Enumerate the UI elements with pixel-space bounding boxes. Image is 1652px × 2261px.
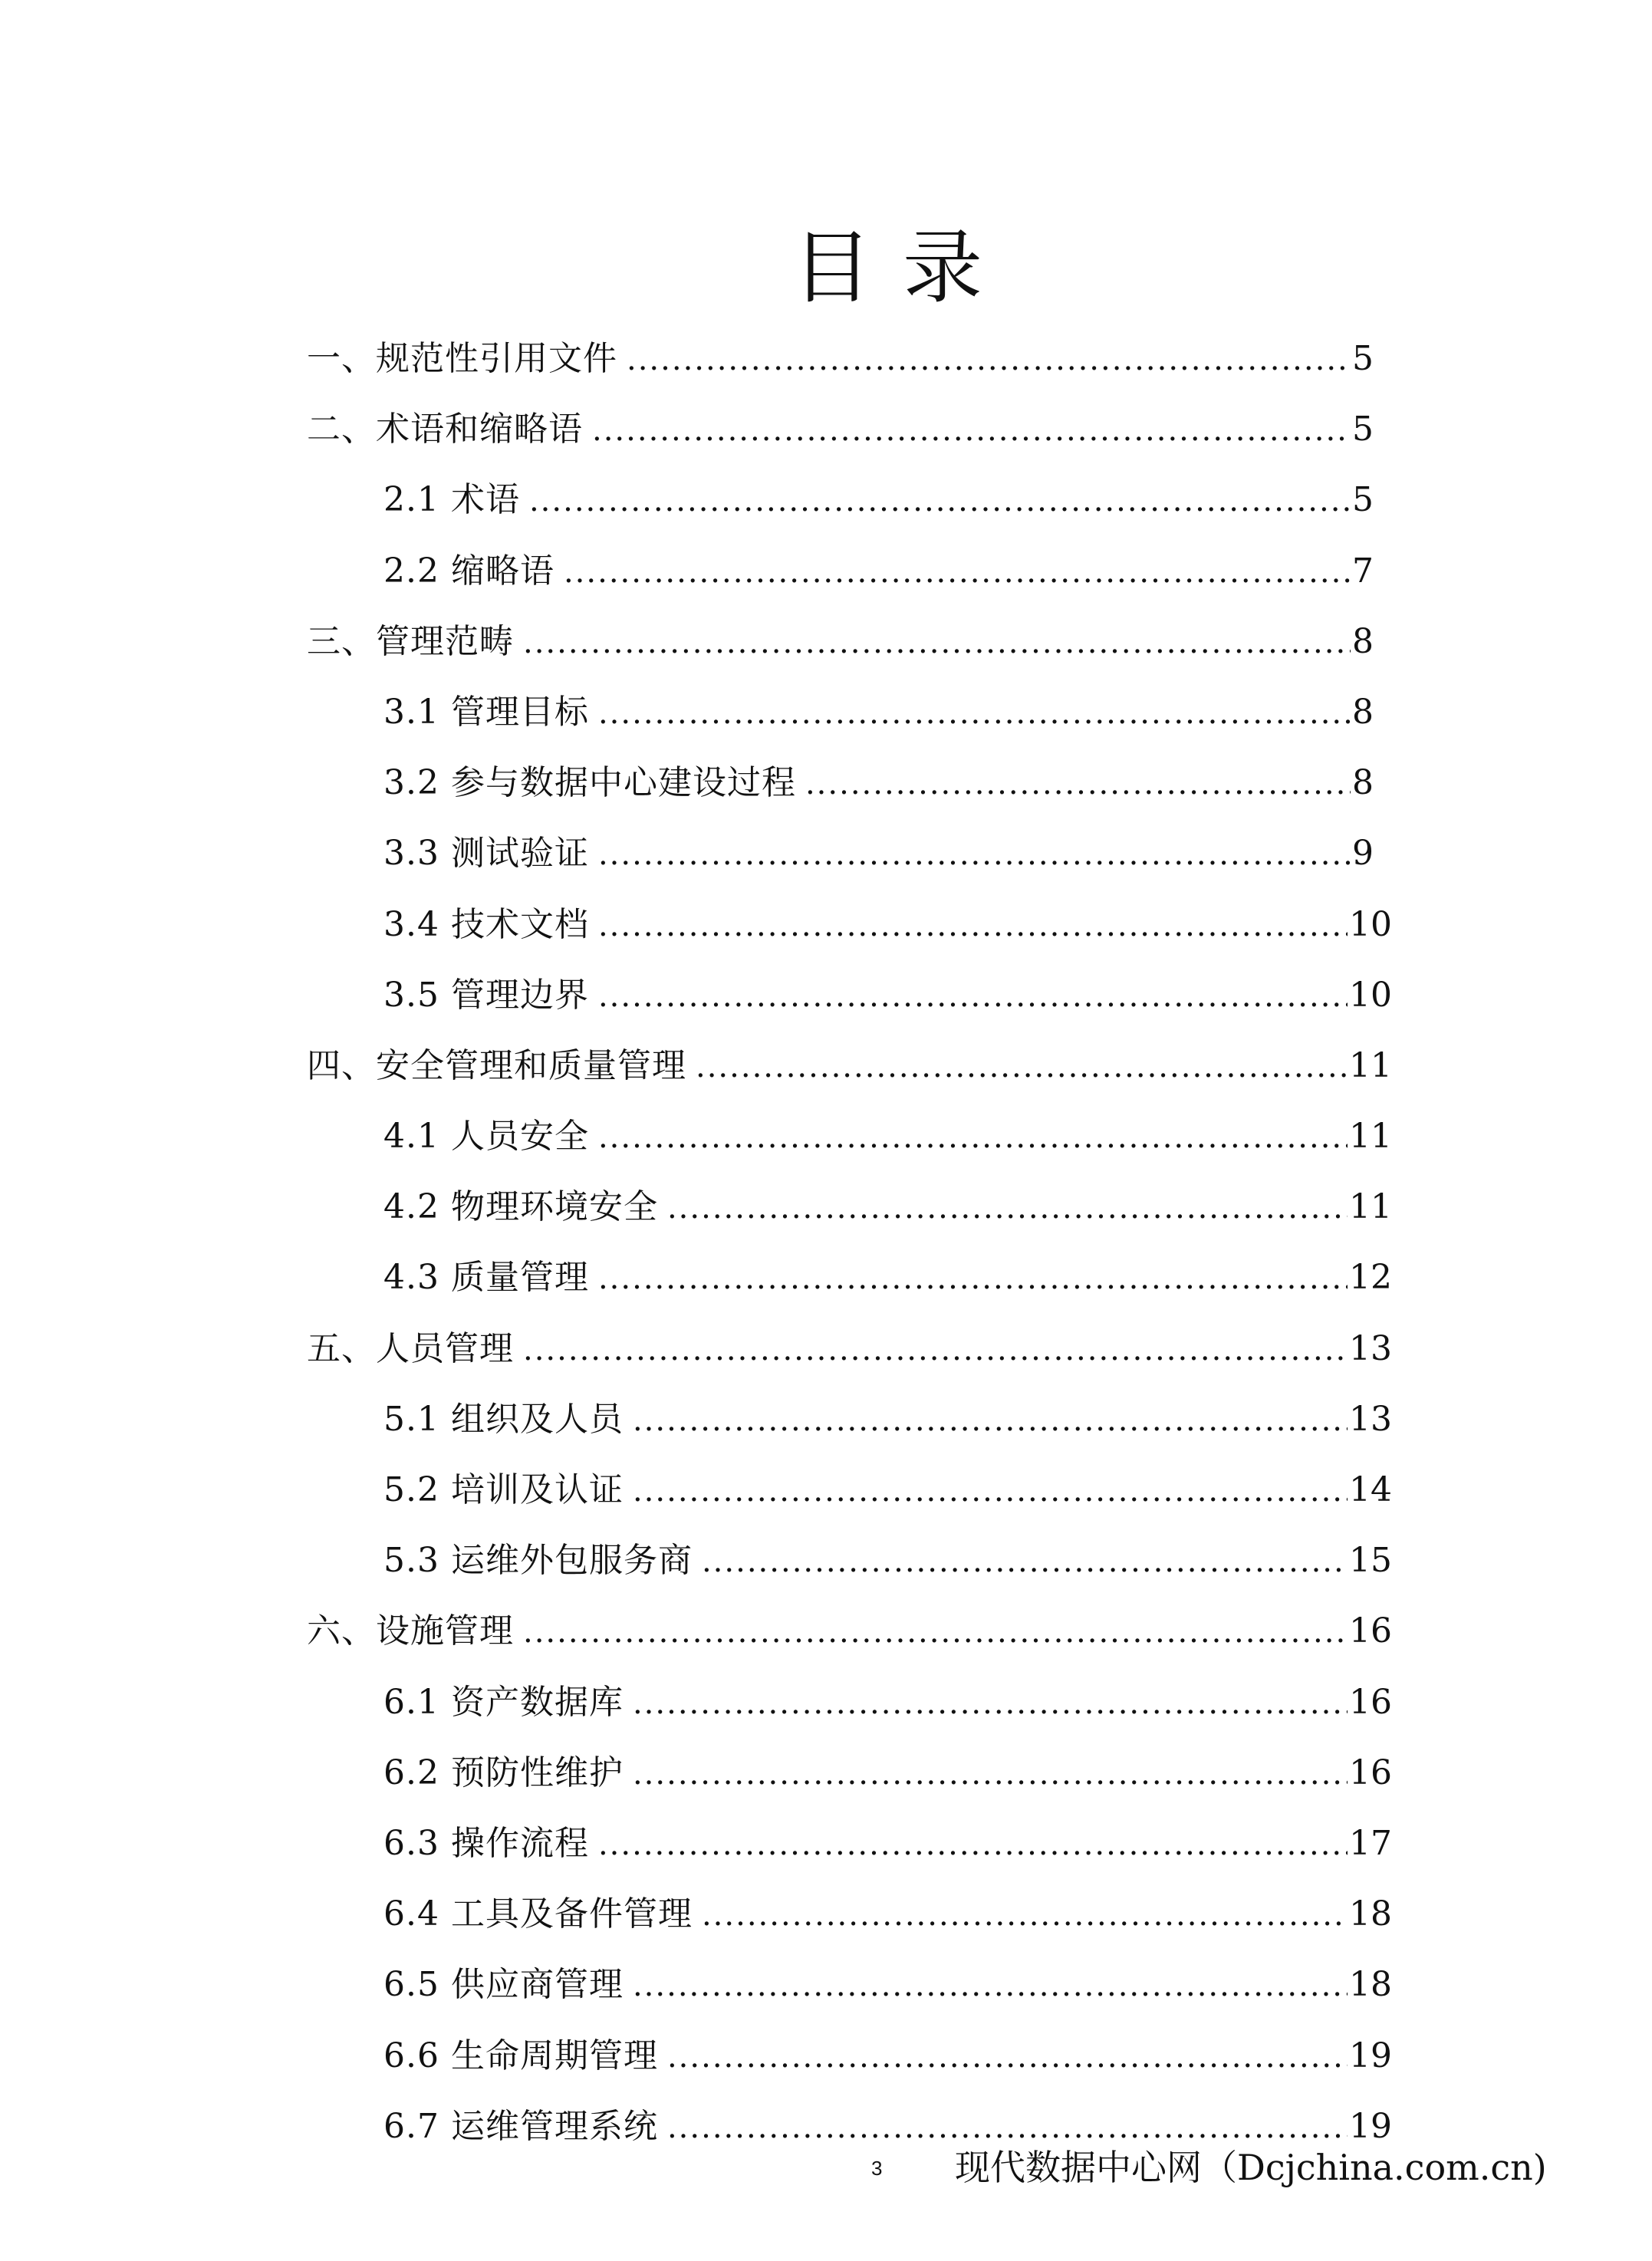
toc-entry-label: 6.4 工具及备件管理 bbox=[383, 1894, 693, 1934]
toc-entry[interactable] bbox=[307, 469, 1392, 540]
toc-entry-label: 二、术语和缩略语 bbox=[307, 410, 583, 449]
toc-entry[interactable] bbox=[307, 1177, 1392, 1247]
toc-entry-page: 5 bbox=[1352, 410, 1374, 449]
toc-entry-page: 8 bbox=[1352, 763, 1374, 803]
toc-entry[interactable] bbox=[307, 1601, 1392, 1671]
toc-leader-dots bbox=[598, 966, 1348, 1027]
toc-leader-dots bbox=[633, 1955, 1348, 2016]
toc-entry-label: 3.2 参与数据中心建设过程 bbox=[383, 763, 796, 803]
toc-entry-label: 6.7 运维管理系统 bbox=[383, 2106, 658, 2146]
toc-entry[interactable] bbox=[307, 752, 1392, 823]
toc-entry-label: 4.2 物理环境安全 bbox=[383, 1187, 658, 1227]
footer-site-name: 现代数据中心网（Dcjchina.com.cn) bbox=[955, 2147, 1547, 2188]
toc-entry-label: 6.5 供应商管理 bbox=[383, 1965, 624, 2005]
toc-leader-dots bbox=[598, 824, 1351, 885]
toc-entry[interactable] bbox=[307, 541, 1392, 611]
toc-leader-dots bbox=[702, 1884, 1348, 1946]
toc-entry-page: 18 bbox=[1349, 1894, 1392, 1934]
toc-entry-page: 8 bbox=[1352, 621, 1374, 661]
toc-entry[interactable] bbox=[307, 611, 1392, 682]
toc-entry-page: 19 bbox=[1349, 2036, 1392, 2075]
toc-entry[interactable] bbox=[307, 1460, 1392, 1530]
toc-leader-dots bbox=[592, 400, 1351, 461]
toc-entry-label: 4.1 人员安全 bbox=[383, 1117, 589, 1157]
toc-entry-page: 5 bbox=[1352, 480, 1374, 520]
page-number: 3 bbox=[871, 2157, 883, 2180]
toc-entry-label: 6.2 预防性维护 bbox=[383, 1753, 624, 1792]
toc-entry-page: 17 bbox=[1349, 1823, 1392, 1863]
toc-leader-dots bbox=[627, 329, 1351, 390]
toc-entry-label: 6.3 操作流程 bbox=[383, 1823, 589, 1863]
toc-entry-page: 8 bbox=[1352, 692, 1374, 732]
toc-entry[interactable] bbox=[307, 1884, 1392, 1954]
toc-leader-dots bbox=[598, 1814, 1348, 1875]
toc-entry-page: 16 bbox=[1349, 1682, 1392, 1722]
toc-entry-page: 13 bbox=[1349, 1399, 1392, 1439]
toc-entry-label: 6.1 资产数据库 bbox=[383, 1682, 624, 1722]
toc-leader-dots bbox=[633, 1460, 1348, 1522]
toc-entry-page: 18 bbox=[1349, 1965, 1392, 2005]
toc-entry-page: 11 bbox=[1349, 1117, 1392, 1157]
toc-entry[interactable] bbox=[307, 1813, 1392, 1884]
toc-entry-label: 6.6 生命周期管理 bbox=[383, 2036, 658, 2075]
toc-leader-dots bbox=[564, 541, 1351, 603]
toc-entry-page: 14 bbox=[1349, 1470, 1392, 1509]
toc-entry-label: 三、管理范畴 bbox=[307, 621, 514, 661]
toc-leader-dots bbox=[523, 1319, 1348, 1381]
toc-leader-dots bbox=[805, 753, 1351, 815]
toc-leader-dots bbox=[667, 2026, 1348, 2088]
toc-entry-label: 5.1 组织及人员 bbox=[383, 1399, 624, 1439]
toc-entry-label: 2.1 术语 bbox=[383, 480, 520, 520]
toc-entry-label: 3.4 技术文档 bbox=[383, 904, 589, 944]
toc-entry-page: 16 bbox=[1349, 1611, 1392, 1651]
toc-leader-dots bbox=[633, 1673, 1348, 1734]
toc-entry-label: 五、人员管理 bbox=[307, 1328, 514, 1368]
toc-entry-page: 11 bbox=[1349, 1187, 1392, 1227]
toc-entry-label: 3.5 管理边界 bbox=[383, 975, 589, 1015]
toc-entry[interactable] bbox=[307, 1743, 1392, 1813]
toc-entry-label: 4.3 质量管理 bbox=[383, 1258, 589, 1298]
toc-entry-page: 12 bbox=[1349, 1258, 1392, 1298]
toc-leader-dots bbox=[667, 1177, 1348, 1239]
toc-entry-page: 13 bbox=[1349, 1328, 1392, 1368]
toc-entry[interactable] bbox=[307, 823, 1392, 894]
toc-entry-page: 9 bbox=[1352, 834, 1374, 874]
toc-entry-page: 11 bbox=[1349, 1045, 1392, 1085]
toc-entry-label: 3.1 管理目标 bbox=[383, 692, 589, 732]
toc-entry[interactable] bbox=[307, 2026, 1392, 2096]
toc-entry[interactable] bbox=[307, 682, 1392, 752]
toc-leader-dots bbox=[633, 1743, 1348, 1805]
toc-entry-page: 16 bbox=[1349, 1753, 1392, 1792]
toc-leader-dots bbox=[633, 1390, 1348, 1451]
toc-leader-dots bbox=[702, 1531, 1348, 1592]
toc-leader-dots bbox=[529, 470, 1351, 532]
toc-entry[interactable] bbox=[307, 1530, 1392, 1601]
toc-entry-label: 一、规范性引用文件 bbox=[307, 339, 617, 378]
toc-leader-dots bbox=[696, 1036, 1348, 1098]
toc-leader-dots bbox=[523, 1601, 1348, 1663]
toc-entry-label: 5.2 培训及认证 bbox=[383, 1470, 624, 1509]
toc-entry[interactable] bbox=[307, 1106, 1392, 1177]
toc-entry-page: 5 bbox=[1352, 339, 1374, 378]
toc-entry[interactable] bbox=[307, 1247, 1392, 1318]
toc-entry-label: 2.2 缩略语 bbox=[383, 551, 555, 591]
toc-entry[interactable] bbox=[307, 399, 1392, 469]
toc-leader-dots bbox=[598, 895, 1348, 956]
toc-entry[interactable] bbox=[307, 1318, 1392, 1389]
toc-entry-page: 10 bbox=[1349, 904, 1392, 944]
toc-entry[interactable] bbox=[307, 1672, 1392, 1743]
toc-entry-label: 四、安全管理和质量管理 bbox=[307, 1045, 686, 1085]
toc-entry-page: 15 bbox=[1349, 1541, 1392, 1581]
toc-entry[interactable] bbox=[307, 1035, 1392, 1106]
toc-leader-dots bbox=[598, 1248, 1348, 1309]
toc-entry-page: 10 bbox=[1349, 975, 1392, 1015]
toc-entry-label: 六、设施管理 bbox=[307, 1611, 514, 1651]
toc-leader-dots bbox=[598, 1107, 1348, 1168]
toc-entry[interactable] bbox=[307, 1389, 1392, 1460]
toc-entry[interactable] bbox=[307, 328, 1392, 399]
page-title: 目录 bbox=[791, 221, 1013, 314]
toc-leader-dots bbox=[598, 683, 1351, 744]
toc-entry[interactable] bbox=[307, 894, 1392, 965]
toc-entry-label: 5.3 运维外包服务商 bbox=[383, 1541, 693, 1581]
toc-entry[interactable] bbox=[307, 965, 1392, 1035]
toc-entry-label: 3.3 测试验证 bbox=[383, 834, 589, 874]
table-of-contents bbox=[307, 328, 1392, 2167]
toc-leader-dots bbox=[523, 612, 1351, 673]
toc-entry-page: 19 bbox=[1349, 2106, 1392, 2146]
toc-entry[interactable] bbox=[307, 1954, 1392, 2025]
toc-entry-page: 7 bbox=[1352, 551, 1374, 591]
